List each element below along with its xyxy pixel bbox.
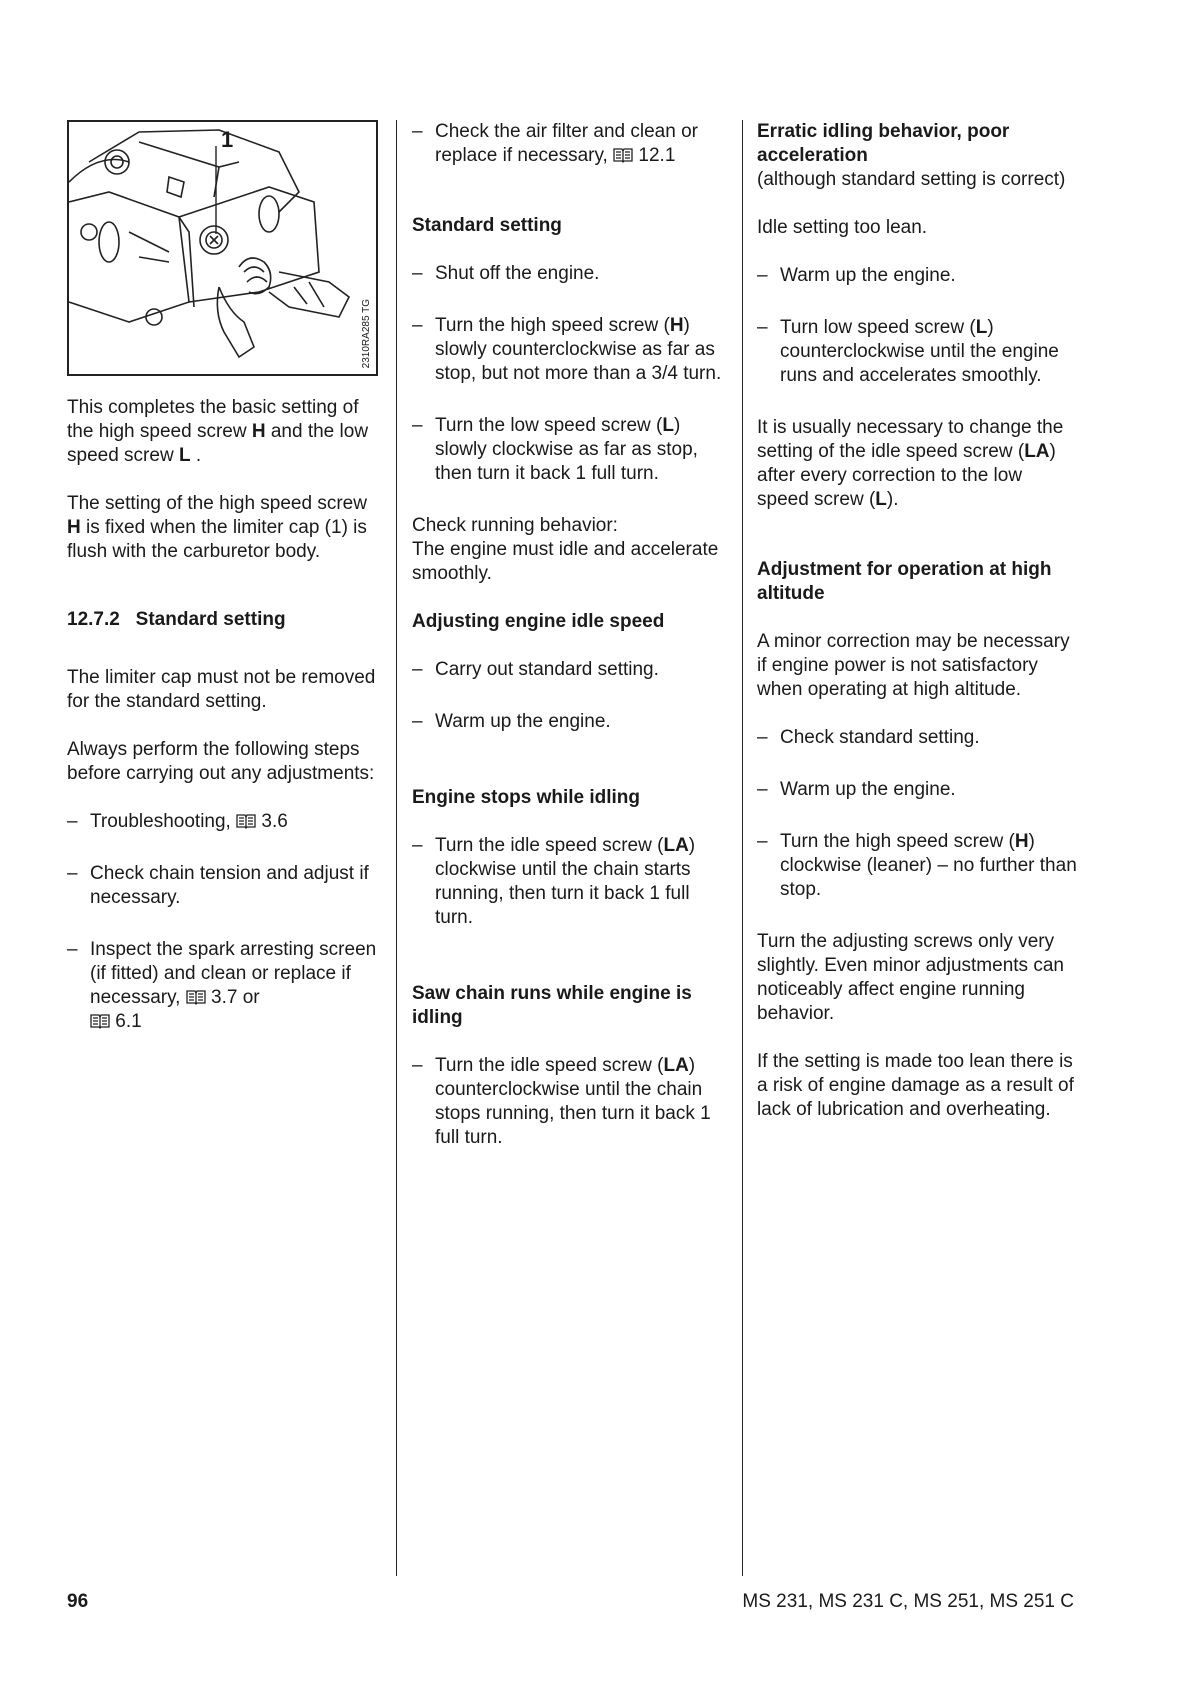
dash: – xyxy=(67,811,78,832)
section-title: Standard setting xyxy=(135,609,286,630)
screw-label: H xyxy=(251,421,266,442)
subheading: Engine stops while idling xyxy=(412,787,641,808)
dash: – xyxy=(412,835,423,856)
list-item xyxy=(412,120,730,168)
list-item xyxy=(67,810,385,834)
paragraph xyxy=(67,396,385,468)
subheading: Adjustment for operation at high altitude xyxy=(757,559,1052,604)
text: Warm up the engine. xyxy=(780,779,956,800)
dash: – xyxy=(412,1055,423,1076)
text: This completes the basic setting of the high speed screw xyxy=(67,397,359,442)
subheading: Saw chain runs while engine is idling xyxy=(412,983,692,1028)
book-reference-icon xyxy=(186,989,206,1005)
text: 3.6 xyxy=(256,811,288,832)
paragraph: A minor correction may be necessary if engine power is not satisfactory when operating at high altitude. xyxy=(757,631,1070,700)
paragraph: Check running behavior: xyxy=(412,515,618,536)
text: Turn the idle speed screw ( xyxy=(435,1055,664,1076)
figure-code: 2310RA285 TG xyxy=(361,298,372,368)
text: Warm up the engine. xyxy=(780,265,956,286)
carburetor-figure xyxy=(67,120,378,376)
list-item xyxy=(67,862,385,910)
screw-label: L xyxy=(662,415,674,436)
text: Troubleshooting, xyxy=(90,811,237,832)
dash: – xyxy=(757,831,768,852)
list-item xyxy=(412,1054,730,1150)
page-number: 96 xyxy=(67,1591,89,1612)
text: Turn the high speed screw ( xyxy=(780,831,1015,852)
subheading: Erratic idling behavior, poor acceleration xyxy=(757,121,1010,166)
dash: – xyxy=(412,711,423,732)
text: ) after every correction to the low speed screw ( xyxy=(757,441,1056,510)
text: Inspect the spark arresting screen (if fitted) and clean or replace if necessary, xyxy=(90,939,377,1008)
paragraph: If the setting is made too lean there is a risk of engine damage as a result of lack of lubrication and overheating. xyxy=(757,1051,1074,1120)
text: Turn the idle speed screw ( xyxy=(435,835,664,856)
column-left xyxy=(67,120,385,1034)
text: ) clockwise until the chain starts running, then turn it back 1 full turn. xyxy=(435,835,696,928)
carburetor-illustration xyxy=(69,122,376,374)
text: ) slowly clockwise as far as stop, then turn it back 1 full turn. xyxy=(435,415,698,484)
screw-label: LA xyxy=(663,835,689,856)
dash: – xyxy=(757,265,768,286)
text: 3.7 or xyxy=(205,987,260,1008)
dash: – xyxy=(412,415,423,436)
text: Shut off the engine. xyxy=(435,263,600,284)
text: Warm up the engine. xyxy=(435,711,611,732)
paragraph xyxy=(757,416,1079,512)
text: 6.1 xyxy=(110,1011,142,1032)
book-reference-icon xyxy=(90,1013,110,1029)
text: The setting of the high speed screw xyxy=(67,493,367,514)
list-item xyxy=(412,314,730,386)
text: Check chain tension and adjust if necessary. xyxy=(90,863,369,908)
screw-label: L xyxy=(178,445,191,466)
dash: – xyxy=(412,263,423,284)
list-item xyxy=(757,264,1079,288)
dash: – xyxy=(67,939,78,960)
subheading: Adjusting engine idle speed xyxy=(412,611,665,632)
dash: – xyxy=(412,315,423,336)
screw-label: L xyxy=(975,317,988,338)
text: It is usually necessary to change the setting of the idle speed screw ( xyxy=(757,417,1064,462)
text: Turn low speed screw ( xyxy=(780,317,976,338)
dash: – xyxy=(412,659,423,680)
section-heading xyxy=(67,608,385,632)
column-divider xyxy=(742,120,743,1576)
dash: – xyxy=(67,863,78,884)
text: ) clockwise (leaner) – no further than stop. xyxy=(780,831,1077,900)
screw-label: LA xyxy=(663,1055,689,1076)
text: ) slowly counterclockwise as far as stop, but not more than a 3/4 turn. xyxy=(435,315,722,384)
list-item xyxy=(412,710,730,734)
dash: – xyxy=(757,779,768,800)
column-divider xyxy=(396,120,397,1576)
dash: – xyxy=(757,727,768,748)
list-item xyxy=(757,830,1079,902)
screw-label: H xyxy=(1014,831,1029,852)
text: is fixed when the limiter cap (1) is flush with the carburetor body. xyxy=(67,517,367,562)
column-right xyxy=(757,120,1079,1122)
text: Turn the low speed screw ( xyxy=(435,415,663,436)
paragraph: The limiter cap must not be removed for the standard setting. xyxy=(67,667,376,712)
paragraph xyxy=(67,492,385,564)
dash: – xyxy=(412,121,423,142)
dash: – xyxy=(757,317,768,338)
list-item xyxy=(67,938,385,1034)
text: ) counterclockwise until the chain stops running, then turn it back 1 full turn. xyxy=(435,1055,711,1148)
text: . xyxy=(190,445,202,466)
screw-label: H xyxy=(669,315,684,336)
list-item xyxy=(412,658,730,682)
column-middle xyxy=(412,120,730,1150)
list-item xyxy=(412,834,730,930)
list-item xyxy=(757,778,1079,802)
text: Turn the high speed screw ( xyxy=(435,315,670,336)
screw-label: L xyxy=(875,489,887,510)
list-item xyxy=(412,262,730,286)
paragraph: (although standard setting is correct) xyxy=(757,169,1066,190)
section-number: 12.7.2 xyxy=(67,609,120,630)
screw-label: LA xyxy=(1024,441,1050,462)
text: ). xyxy=(886,489,899,510)
list-item xyxy=(757,726,1079,750)
text: Check the air filter and clean or replace if necessary, xyxy=(435,121,698,166)
list-item xyxy=(757,316,1079,388)
text: and the low speed screw xyxy=(67,421,369,466)
paragraph: Always perform the following steps before carrying out any adjustments: xyxy=(67,739,375,784)
subheading: Standard setting xyxy=(412,215,562,236)
paragraph: The engine must idle and accelerate smoothly. xyxy=(412,539,719,584)
figure-callout-label: 1 xyxy=(221,127,234,152)
text: ) counterclockwise until the engine runs and accelerates smoothly. xyxy=(780,317,1059,386)
book-reference-icon xyxy=(613,147,633,163)
text: Carry out standard setting. xyxy=(435,659,659,680)
paragraph: Turn the adjusting screws only very slightly. Even minor adjustments can noticeably affect engine running behavior. xyxy=(757,931,1064,1024)
book-reference-icon xyxy=(236,813,256,829)
paragraph: Idle setting too lean. xyxy=(757,217,928,238)
text: 12.1 xyxy=(633,145,676,166)
model-names: MS 231, MS 231 C, MS 251, MS 251 C xyxy=(742,1591,1074,1612)
screw-label: H xyxy=(67,517,81,538)
list-item xyxy=(412,414,730,486)
text: Check standard setting. xyxy=(780,727,980,748)
